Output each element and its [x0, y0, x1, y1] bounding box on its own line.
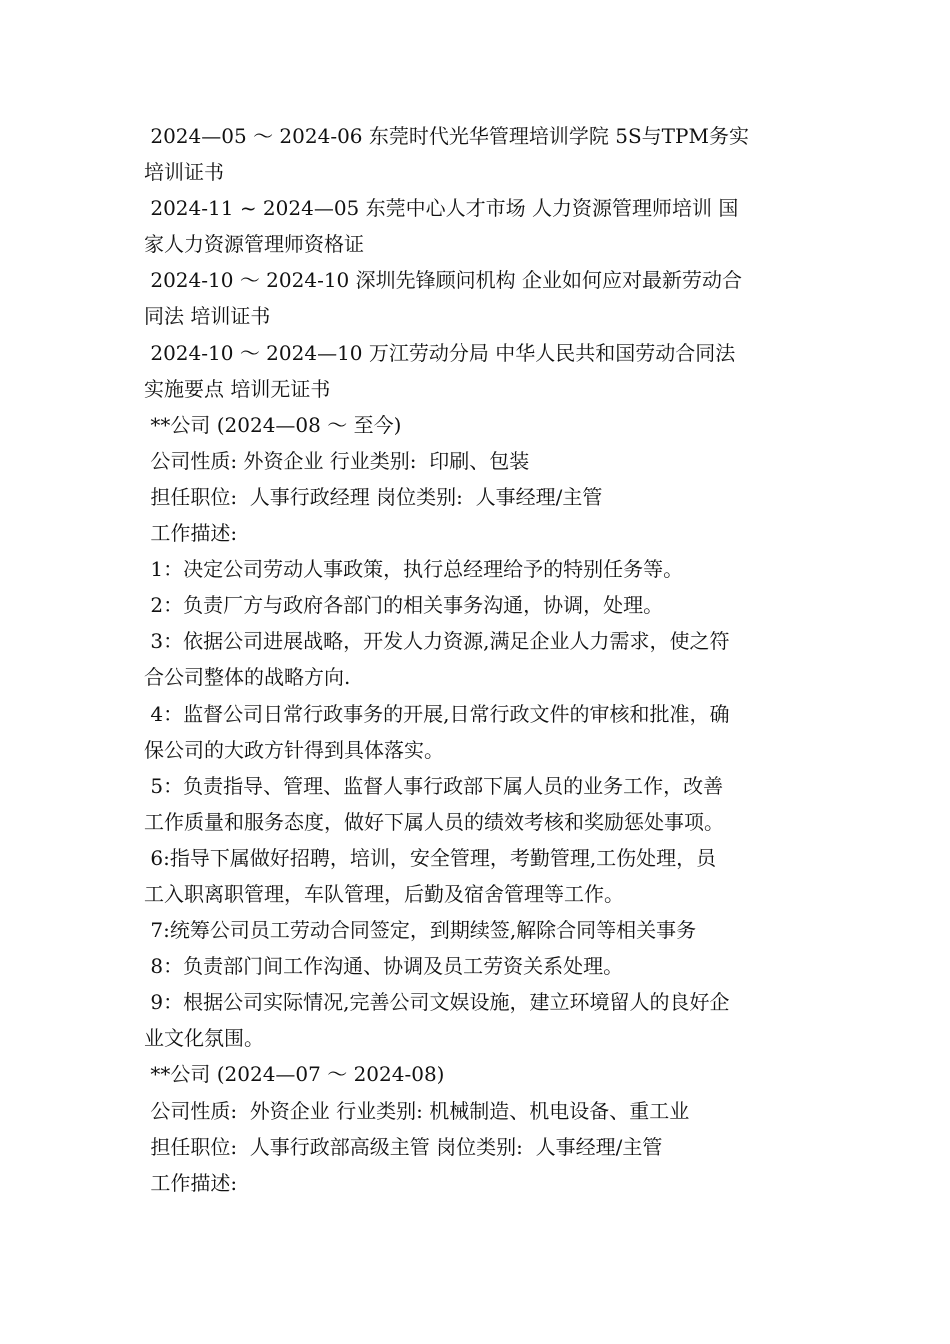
duty-item: 工作质量和服务态度，做好下属人员的绩效考核和奖励惩处事项。 — [144, 809, 724, 834]
company-nature-line: 公司性质: 外资企业 行业类别: 机械制造、机电设备、重工业 — [144, 1098, 690, 1123]
duty-item: 3：依据公司进展战略，开发人力资源,满足企业人力需求，使之符 — [144, 629, 730, 654]
company-nature-line: 公司性质: 外资企业 行业类别: 印刷、包装 — [144, 448, 530, 473]
duty-item: 7:统筹公司员工劳动合同签定，到期续签,解除合同等相关事务 — [144, 918, 697, 943]
position-line: 担任职位: 人事行政经理 岗位类别: 人事经理/主管 — [144, 484, 603, 509]
company-heading: **公司 (2024—08 ～ 至今) — [144, 412, 402, 437]
text-line: 2024-11 ~ 2024—05 东莞中心人才市场 人力资源管理师培训 国 — [144, 196, 739, 221]
duty-item: 4：监督公司日常行政事务的开展,日常行政文件的审核和批准，确 — [144, 701, 730, 726]
job-description-heading: 工作描述: — [144, 1170, 238, 1195]
company-heading: **公司 (2024—07 ～ 2024-08) — [144, 1062, 445, 1087]
text-line: 培训证书 — [144, 160, 224, 185]
text-line: 家人力资源管理师资格证 — [144, 232, 364, 257]
duty-item: 6:指导下属做好招聘，培训，安全管理，考勤管理,工伤处理，员 — [144, 845, 717, 870]
duty-item: 8：负责部门间工作沟通、协调及员工劳资关系处理。 — [144, 954, 624, 979]
duty-item: 2：负责厂方与政府各部门的相关事务沟通，协调，处理。 — [144, 593, 664, 618]
text-line: 2024-10 ～ 2024—10 万江劳动分局 中华人民共和国劳动合同法 — [144, 340, 736, 365]
position-line: 担任职位: 人事行政部高级主管 岗位类别: 人事经理/主管 — [144, 1134, 663, 1159]
text-line: 同法 培训证书 — [144, 304, 271, 329]
text-line: 2024—05 ～ 2024-06 东莞时代光华管理培训学院 5S与TPM务实 — [144, 124, 749, 148]
duty-item: 工入职离职管理，车队管理，后勤及宿舍管理等工作。 — [144, 881, 624, 906]
text-line: 2024-10 ～ 2024-10 深圳先锋顾问机构 企业如何应对最新劳动合 — [144, 268, 742, 293]
duty-item: 1：决定公司劳动人事政策，执行总经理给予的特别任务等。 — [144, 557, 684, 582]
duty-item: 保公司的大政方针得到具体落实。 — [144, 737, 444, 762]
duty-item: 5：负责指导、管理、监督人事行政部下属人员的业务工作，改善 — [144, 773, 724, 798]
duty-item: 业文化氛围。 — [144, 1026, 264, 1051]
duty-item: 合公司整体的战略方向. — [144, 665, 351, 690]
duty-item: 9：根据公司实际情况,完善公司文娱设施，建立环境留人的良好企 — [144, 990, 730, 1015]
document-body — [144, 118, 812, 1201]
job-description-heading: 工作描述: — [144, 521, 238, 546]
text-line: 实施要点 培训无证书 — [144, 376, 331, 401]
